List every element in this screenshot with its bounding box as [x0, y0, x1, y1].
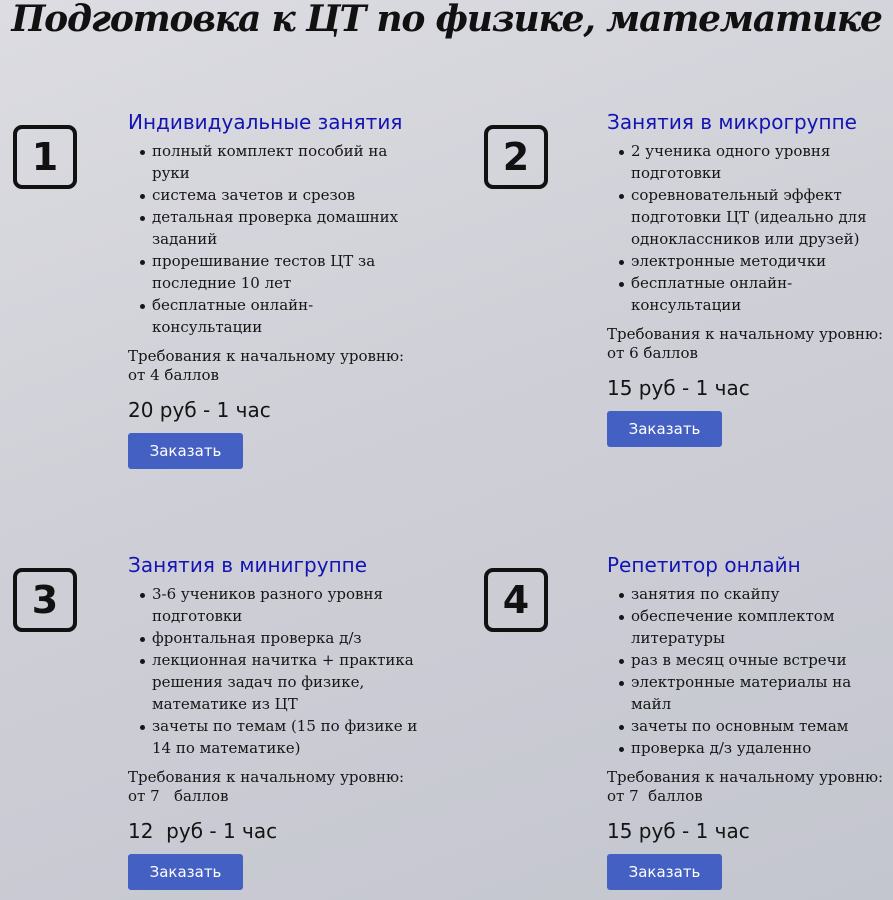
- requirements-label: Требования к начальному уровню:: [607, 325, 884, 343]
- requirements-label: Требования к начальному уровню:: [128, 347, 405, 365]
- plan-feature-item: фронтальная проверка д/з: [138, 627, 418, 649]
- plan-price: 15 руб - 1 час: [607, 819, 750, 843]
- plan-number-badge: 4: [484, 568, 548, 632]
- page-title: Подготовка к ЦТ по физике, математике: [11, 0, 882, 40]
- plan-feature-item: прорешивание тестов ЦТ за последние 10 лет: [138, 250, 418, 294]
- plan-number-badge: 2: [484, 125, 548, 189]
- plan-feature-item: проверка д/з удаленно: [617, 737, 889, 759]
- plan-price: 15 руб - 1 час: [607, 376, 750, 400]
- plan-feature-item: 2 ученика одного уровня подготовки: [617, 140, 889, 184]
- order-button[interactable]: Заказать: [128, 433, 243, 469]
- plan-title: Индивидуальные занятия: [128, 110, 403, 134]
- plan-feature-item: система зачетов и срезов: [138, 184, 418, 206]
- plan-feature-item: бесплатные онлайн-консультации: [138, 294, 418, 338]
- plan-feature-item: детальная проверка домашних заданий: [138, 206, 418, 250]
- plan-requirements: [607, 325, 889, 363]
- plan-feature-item: занятия по скайпу: [617, 583, 889, 605]
- plan-feature-item: соревновательный эффект подготовки ЦТ (идеально для одноклассников или друзей): [617, 184, 889, 250]
- order-button[interactable]: Заказать: [128, 854, 243, 890]
- requirements-value: от 7 баллов: [128, 787, 229, 805]
- plan-card-microgroup: [607, 108, 889, 447]
- plan-feature-item: электронные материалы на майл: [617, 671, 889, 715]
- order-button[interactable]: Заказать: [607, 854, 722, 890]
- plan-requirements: [128, 347, 418, 385]
- plan-features-list: [128, 583, 418, 759]
- plan-requirements: [128, 768, 418, 806]
- plan-feature-item: раз в месяц очные встречи: [617, 649, 889, 671]
- plan-requirements: [607, 768, 889, 806]
- plan-features-list: [607, 140, 889, 316]
- plan-feature-item: зачеты по темам (15 по физике и 14 по математике): [138, 715, 418, 759]
- plan-title: Репетитор онлайн: [607, 553, 801, 577]
- plan-feature-item: полный комплект пособий на руки: [138, 140, 418, 184]
- requirements-value: от 6 баллов: [607, 344, 698, 362]
- plan-title: Занятия в минигруппе: [128, 553, 368, 577]
- plan-features-list: [607, 583, 889, 759]
- plan-feature-item: зачеты по основным темам: [617, 715, 889, 737]
- plan-price: 20 руб - 1 час: [128, 398, 271, 422]
- requirements-label: Требования к начальному уровню:: [607, 768, 884, 786]
- plan-feature-item: электронные методички: [617, 250, 889, 272]
- plan-number-badge: 3: [13, 568, 77, 632]
- plan-card-online-tutor: [607, 551, 889, 890]
- plan-feature-item: бесплатные онлайн-консультации: [617, 272, 889, 316]
- plan-price: 12 руб - 1 час: [128, 819, 278, 843]
- plan-feature-item: 3-6 учеников разного уровня подготовки: [138, 583, 418, 627]
- plan-feature-item: обеспечение комплектом литературы: [617, 605, 889, 649]
- requirements-value: от 7 баллов: [607, 787, 703, 805]
- plan-feature-item: лекционная начитка + практика решения задач по физике, математике из ЦТ: [138, 649, 418, 715]
- plan-card-minigroup: [128, 551, 418, 890]
- plan-card-individual: [128, 108, 418, 469]
- requirements-label: Требования к начальному уровню:: [128, 768, 405, 786]
- plan-number-badge: 1: [13, 125, 77, 189]
- order-button[interactable]: Заказать: [607, 411, 722, 447]
- requirements-value: от 4 баллов: [128, 366, 219, 384]
- plan-features-list: [128, 140, 418, 338]
- plan-title: Занятия в микрогруппе: [607, 110, 857, 134]
